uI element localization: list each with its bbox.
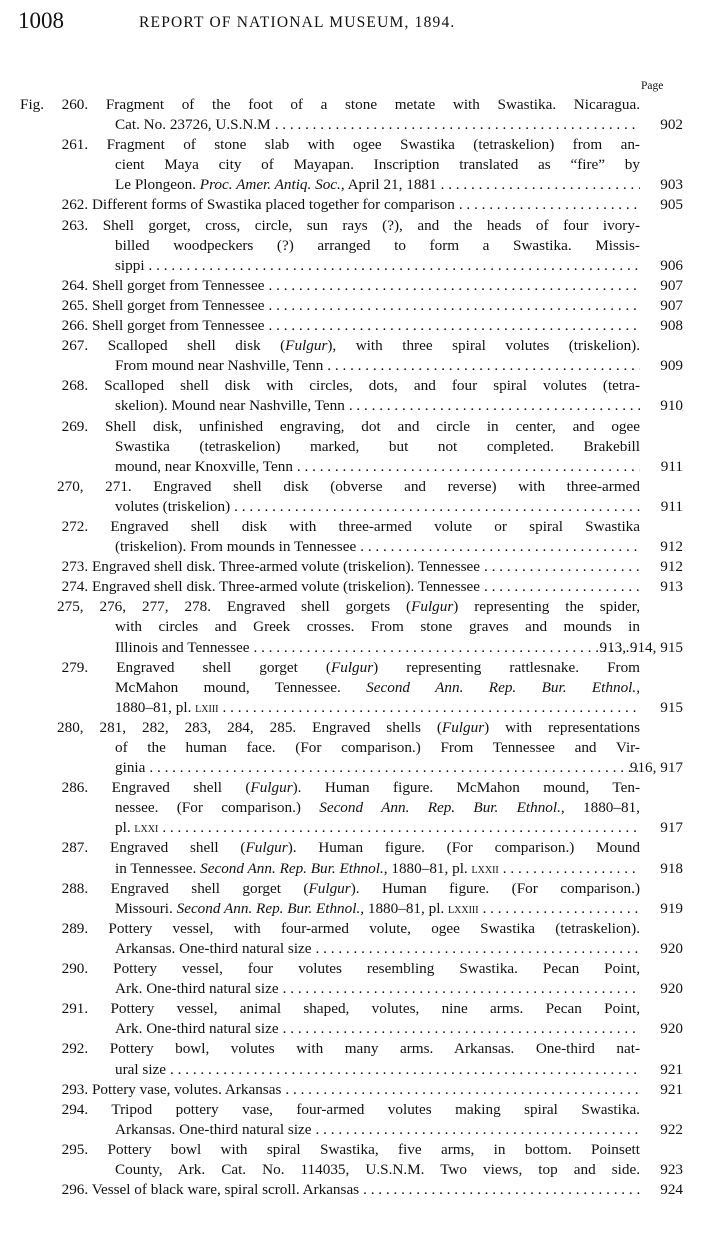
page-ref: 906 (660, 256, 683, 274)
entry-content: ginia (115, 759, 146, 777)
entry-content: 264. Shell gorget from Tennessee (61, 276, 265, 294)
dot-leader (170, 1060, 640, 1080)
figure-number: 268. (61, 377, 105, 395)
dot-leader (484, 557, 640, 577)
entry-content: From mound near Nashville, Tenn (115, 357, 324, 375)
entry-text (62, 838, 640, 858)
figure-entry (0, 376, 723, 416)
entry-text (62, 216, 640, 236)
dot-leader (283, 1019, 640, 1039)
entry-content: 267. Scalloped shell disk (Fulgur), with three spiral volutes (triskelion). (61, 337, 640, 355)
entry-line (0, 859, 723, 879)
entry-text (62, 1100, 640, 1120)
figure-entry (0, 517, 723, 557)
figure-number: 294. (61, 1100, 112, 1118)
entry-line (0, 1100, 723, 1120)
page-ref: 920 (660, 1020, 683, 1038)
entry-content: 288. Engraved shell gorget (Fulgur). Human figure. (For comparison.) (61, 879, 640, 897)
entry-content: 289. Pottery vessel, with four-armed volute, ogee Swastika (tetraskelion). (61, 919, 640, 937)
entry-text (115, 939, 640, 959)
entry-line (0, 557, 723, 577)
figure-entry (0, 216, 723, 276)
dot-leader (285, 1080, 640, 1100)
entry-text (62, 1180, 640, 1200)
entry-text (62, 296, 640, 316)
figure-entry (0, 135, 723, 195)
entry-content: sippi (115, 256, 145, 274)
entry-content: 265. Shell gorget from Tennessee (61, 296, 265, 314)
entry-content: 274. Engraved shell disk. Three-armed volute (triskelion). Tennessee (61, 578, 481, 596)
entry-content: 292. Pottery bowl, volutes with many arms. Arkansas. One-third nat- (61, 1040, 640, 1058)
entry-text (62, 959, 640, 979)
entry-text (115, 115, 640, 135)
figure-entry (0, 1100, 723, 1140)
figure-number: 264. (61, 276, 92, 294)
entry-content: 286. Engraved shell (Fulgur). Human figure. McMahon mound, Ten- (61, 779, 640, 797)
entry-text (62, 778, 640, 798)
dot-leader (269, 276, 640, 296)
dot-leader (269, 316, 640, 336)
entry-line (0, 256, 723, 276)
entry-text (62, 276, 640, 296)
page-ref: 918 (660, 859, 683, 877)
entry-line (0, 939, 723, 959)
figure-entry (0, 577, 723, 597)
figure-entry (0, 1180, 723, 1200)
entry-text (115, 1120, 640, 1140)
dot-leader (360, 537, 640, 557)
entry-content: 279. Engraved shell gorget (Fulgur) representing rattlesnake. From (61, 658, 640, 676)
page-ref: 912 (660, 558, 683, 576)
entry-line (0, 577, 723, 597)
entry-content: 273. Engraved shell disk. Three-armed volute (triskelion). Tennessee (61, 558, 481, 576)
figure-number: 291. (61, 1000, 111, 1018)
plate-number: lxxii (471, 860, 499, 876)
figure-entry (0, 879, 723, 919)
entry-content: billed woodpeckers (?) arranged to form a Swastika. Missis- (115, 236, 640, 254)
entry-line (0, 778, 723, 798)
entry-text (62, 135, 640, 155)
entry-line (0, 376, 723, 396)
entry-text (115, 497, 640, 517)
entry-line (0, 1080, 723, 1100)
dot-leader (483, 899, 640, 919)
entry-text (115, 537, 640, 557)
page-ref: 913, 914, 915 (599, 638, 683, 656)
entry-text (62, 557, 640, 577)
dot-leader (297, 457, 640, 477)
entry-text (115, 859, 640, 879)
plate-number: lxiii (195, 699, 219, 715)
entry-content: Illinois and Tennessee (115, 638, 250, 656)
entry-content: 272. Engraved shell disk with three-armed volute or spiral Swastika (61, 517, 640, 535)
page-ref: 923 (660, 1160, 683, 1178)
entry-content: pl. lxxi (115, 819, 159, 837)
entry-text (57, 597, 640, 617)
italic-citation: Fulgur (330, 658, 374, 676)
page-ref: 920 (660, 980, 683, 998)
figure-number: 289. (61, 919, 109, 937)
entry-content: 275, 276, 277, 278. Engraved shell gorgets (Fulgur) representing the spider, (57, 598, 640, 616)
figure-number: 269. (61, 417, 105, 435)
italic-citation: Second Ann. Rep. Bur. Ethnol. (176, 899, 361, 917)
entry-text (115, 798, 640, 818)
figure-entry (0, 959, 723, 999)
dot-leader (253, 638, 640, 658)
dot-leader (484, 577, 640, 597)
italic-citation: Fulgur (411, 598, 454, 616)
dot-leader (363, 1180, 640, 1200)
entry-content: mound, near Knoxville, Tenn (115, 457, 293, 475)
dot-leader (283, 979, 640, 999)
dot-leader (503, 859, 640, 879)
plate-number: lxxiii (448, 900, 479, 916)
plate-number: lxxi (134, 820, 159, 836)
page-ref: 924 (660, 1181, 683, 1199)
entry-content: Le Plongeon. Proc. Amer. Antiq. Soc., April 21, 1881 (115, 176, 437, 194)
dot-leader (275, 115, 640, 135)
figure-number: 272. (61, 517, 111, 535)
figure-number: 279. (61, 658, 117, 676)
entry-line (0, 1039, 723, 1059)
entry-line (0, 758, 723, 778)
entry-text (115, 638, 640, 658)
entry-line (0, 477, 723, 497)
dot-leader (349, 396, 640, 416)
entry-line (0, 818, 723, 838)
entry-line (0, 698, 723, 718)
entry-line (0, 899, 723, 919)
figure-entry (0, 336, 723, 376)
entry-content: Missouri. Second Ann. Rep. Bur. Ethnol., 1880–81, pl. lxxiii (115, 899, 479, 917)
page-ref: 903 (660, 176, 683, 194)
entry-text (115, 437, 640, 457)
entry-line (0, 437, 723, 457)
entry-content: 261. Fragment of stone slab with ogee Swastika (tetraskelion) from an- (61, 136, 640, 154)
page-ref: 912 (660, 538, 683, 556)
figure-entry (0, 477, 723, 517)
figure-entry (0, 778, 723, 838)
entry-text (115, 155, 640, 175)
figure-entry (0, 919, 723, 959)
page-ref: 902 (660, 116, 683, 134)
entry-text (115, 758, 640, 778)
entry-content: 263. Shell gorget, cross, circle, sun rays (?), and the heads of four ivory- (61, 216, 640, 234)
entry-content: skelion). Mound near Nashville, Tenn (115, 397, 345, 415)
entry-line (0, 1019, 723, 1039)
entry-content: 270, 271. Engraved shell disk (obverse and reverse) with three-armed (57, 477, 640, 495)
page-ref: 921 (660, 1080, 683, 1098)
figure-number: 273. (61, 558, 92, 576)
entry-content: ural size (115, 1060, 167, 1078)
entry-text (62, 919, 640, 939)
entry-line (0, 457, 723, 477)
page-ref: 921 (660, 1060, 683, 1078)
entry-content: 295. Pottery bowl with spiral Swastika, five arms, in bottom. Poinsett (61, 1140, 640, 1158)
entry-line (0, 115, 723, 135)
entry-line (0, 738, 723, 758)
figure-entry (0, 195, 723, 215)
entry-content: with circles and Greek crosses. From stone graves and mounds in (115, 618, 640, 636)
dot-leader (162, 818, 640, 838)
figure-number: 295. (61, 1140, 108, 1158)
entry-text (115, 396, 640, 416)
entry-line (0, 597, 723, 617)
figure-entry (0, 1080, 723, 1100)
entry-line (0, 155, 723, 175)
page-ref: 907 (660, 276, 683, 294)
dot-leader (316, 939, 640, 959)
entry-content: of the human face. (For comparison.) From Tennessee and Vir- (115, 739, 640, 756)
figure-entry (0, 316, 723, 336)
entry-line (0, 1120, 723, 1140)
figure-number: 296. (61, 1181, 92, 1199)
figure-entry (0, 417, 723, 477)
italic-citation: Fulgur (250, 779, 293, 797)
figure-entry (0, 718, 723, 778)
entry-text (115, 236, 640, 256)
entry-line (0, 638, 723, 658)
entry-content: 260. Fragment of the foot of a stone metate with Swastika. Nicaragua. (61, 96, 640, 113)
italic-citation: Fulgur (245, 839, 288, 857)
italic-citation: Second Ann. Rep. Bur. Ethnol. (319, 799, 561, 817)
entry-text (57, 477, 640, 497)
entry-text (62, 999, 640, 1019)
figure-number: 290. (61, 960, 114, 978)
italic-citation: Second Ann. Rep. Bur. Ethnol. (200, 859, 384, 877)
italic-citation: Fulgur (441, 718, 485, 736)
figure-entry (0, 95, 723, 135)
page-column-label: Page (641, 80, 664, 92)
page-ref: 907 (660, 296, 683, 314)
entry-content: in Tennessee. Second Ann. Rep. Bur. Ethnol., 1880–81, pl. lxxii (115, 859, 499, 877)
entry-text (115, 256, 640, 276)
entry-line (0, 919, 723, 939)
entry-line (0, 276, 723, 296)
figure-entry (0, 658, 723, 718)
entry-content: (triskelion). From mounds in Tennessee (115, 538, 357, 556)
entry-text (115, 818, 640, 838)
figure-list (0, 95, 723, 1200)
entry-content: Swastika (tetraskelion) marked, but not completed. Brakebill (115, 437, 640, 455)
entry-text (115, 356, 640, 376)
entry-line (0, 658, 723, 678)
figure-number: 266. (61, 317, 92, 335)
page-ref: 905 (660, 196, 683, 214)
entry-content: 1880–81, pl. lxiii (115, 698, 219, 716)
figure-number: 292. (61, 1040, 110, 1058)
figure-entry (0, 557, 723, 577)
figure-number: 280, 281, 282, 283, 284, 285. (57, 718, 313, 736)
entry-content: Ark. One-third natural size (115, 1020, 279, 1038)
entry-content: Ark. One-third natural size (115, 980, 279, 998)
page-ref: 909 (660, 357, 683, 375)
entry-line (0, 959, 723, 979)
dot-leader (459, 195, 640, 215)
entry-text (115, 1060, 640, 1080)
figure-number: 274. (61, 578, 92, 596)
entry-text (62, 95, 640, 115)
entry-line (0, 356, 723, 376)
figure-number: 261. (61, 136, 107, 154)
entry-content: 296. Vessel of black ware, spiral scroll. Arkansas (61, 1181, 360, 1199)
entry-line (0, 195, 723, 215)
entry-text (62, 195, 640, 215)
entry-content: 287. Engraved shell (Fulgur). Human figure. (For comparison.) Mound (61, 839, 640, 857)
entry-line (0, 999, 723, 1019)
entry-content: 290. Pottery vessel, four volutes resembling Swastika. Pecan Point, (61, 960, 640, 978)
entry-line (0, 1060, 723, 1080)
entry-line (0, 718, 723, 738)
entry-content: 280, 281, 282, 283, 284, 285. Engraved shells (Fulgur) with representations (57, 718, 640, 736)
figure-number: 267. (61, 337, 108, 355)
figure-number: 265. (61, 296, 92, 314)
italic-citation: Second Ann. Rep. Bur. Ethnol. (366, 678, 637, 696)
page-ref: 910 (660, 397, 683, 415)
entry-content: nessee. (For comparison.) Second Ann. Rep. Bur. Ethnol., 1880–81, (115, 799, 640, 817)
entry-content: Cat. No. 23726, U.S.N.M (115, 116, 271, 134)
entry-line (0, 517, 723, 537)
entry-line (0, 336, 723, 356)
entry-text (62, 316, 640, 336)
entry-line (0, 296, 723, 316)
page-ref: 913 (660, 578, 683, 596)
running-title: REPORT OF NATIONAL MUSEUM, 1894. (139, 14, 456, 31)
figure-entry (0, 999, 723, 1039)
dot-leader (223, 698, 641, 718)
entry-line (0, 838, 723, 858)
entry-line (0, 879, 723, 899)
entry-text (62, 1140, 640, 1160)
figure-entry (0, 597, 723, 657)
figure-number: 270, 271. (57, 477, 154, 495)
entry-line (0, 95, 723, 115)
entry-content: 262. Different forms of Swastika placed together for comparison (61, 196, 455, 214)
figure-number: 263. (61, 216, 103, 234)
entry-line (0, 1180, 723, 1200)
entry-text (62, 517, 640, 537)
dot-leader (316, 1120, 640, 1140)
entry-content: 294. Tripod pottery vase, four-armed volutes making spiral Swastika. (61, 1100, 640, 1118)
entry-content: 269. Shell disk, unfinished engraving, dot and circle in center, and ogee (61, 417, 640, 435)
fig-prefix: Fig. (20, 96, 45, 113)
figure-entry (0, 296, 723, 316)
entry-text (57, 718, 640, 738)
entry-line (0, 216, 723, 236)
italic-citation: Fulgur (308, 879, 351, 897)
entry-text (115, 738, 640, 758)
entry-text (115, 175, 640, 195)
entry-content: County, Ark. Cat. No. 114035, U.S.N.M. Two views, top and side. (115, 1160, 640, 1178)
dot-leader (269, 296, 640, 316)
page-ref: 920 (660, 939, 683, 957)
figure-number: 287. (61, 839, 110, 857)
page-ref: 915 (660, 698, 683, 716)
entry-content: volutes (triskelion) (115, 497, 231, 515)
entry-line (0, 678, 723, 698)
figure-number: 262. (61, 196, 92, 214)
entry-line (0, 417, 723, 437)
page-ref: 922 (660, 1120, 683, 1138)
dot-leader (327, 356, 640, 376)
figure-entry (0, 276, 723, 296)
figure-number: 286. (61, 779, 112, 797)
entry-line (0, 537, 723, 557)
entry-text (62, 1039, 640, 1059)
entry-line (0, 497, 723, 517)
entry-text (62, 336, 640, 356)
figure-number: 288. (61, 879, 111, 897)
entry-line (0, 798, 723, 818)
entry-line (0, 979, 723, 999)
entry-content: 293. Pottery vase, volutes. Arkansas (61, 1080, 282, 1098)
page-ref: 919 (660, 899, 683, 917)
entry-line (0, 316, 723, 336)
page-ref: 917 (660, 819, 683, 837)
entry-text (115, 678, 640, 698)
entry-content: 268. Scalloped shell disk with circles, dots, and four spiral volutes (tetra- (61, 377, 640, 395)
page-ref: 911 (660, 457, 683, 475)
dot-leader (149, 758, 640, 778)
figure-number: 260. (61, 96, 106, 113)
entry-line (0, 617, 723, 637)
entry-text (115, 1160, 640, 1180)
entry-text (115, 979, 640, 999)
entry-content: Arkansas. One-third natural size (115, 1120, 312, 1138)
page-ref: 911 (660, 497, 683, 515)
dot-leader (441, 175, 640, 195)
entry-content: 291. Pottery vessel, animal shaped, volutes, nine arms. Pecan Point, (61, 1000, 640, 1018)
italic-citation: Fulgur (285, 337, 328, 355)
italic-citation: Proc. Amer. Antiq. Soc. (199, 176, 341, 194)
figure-entry (0, 1140, 723, 1180)
entry-text (62, 376, 640, 396)
entry-text (115, 457, 640, 477)
dot-leader (149, 256, 640, 276)
entry-content: McMahon mound, Tennessee. Second Ann. Rep. Bur. Ethnol., (115, 678, 640, 696)
page-ref: 916, 917 (629, 759, 683, 777)
entry-text (115, 899, 640, 919)
entry-content: cient Maya city of Mayapan. Inscription translated as “fire” by (115, 156, 640, 174)
entry-text (62, 879, 640, 899)
entry-line (0, 1140, 723, 1160)
entry-line (0, 236, 723, 256)
figure-entry (0, 838, 723, 878)
figure-entry (0, 1039, 723, 1079)
dot-leader (234, 497, 640, 517)
figure-number: 293. (61, 1080, 92, 1098)
page-ref: 908 (660, 317, 683, 335)
entry-line (0, 396, 723, 416)
entry-text (62, 417, 640, 437)
entry-content: 266. Shell gorget from Tennessee (61, 317, 265, 335)
entry-text (115, 698, 640, 718)
figure-number: 275, 276, 277, 278. (57, 598, 227, 616)
entry-content: Arkansas. One-third natural size (115, 939, 312, 957)
entry-line (0, 175, 723, 195)
entry-text (62, 577, 640, 597)
page-number: 1008 (18, 8, 64, 33)
entry-text (62, 1080, 640, 1100)
entry-text (62, 658, 640, 678)
entry-text (115, 1019, 640, 1039)
entry-line (0, 135, 723, 155)
entry-text (115, 617, 640, 637)
entry-line (0, 1160, 723, 1180)
